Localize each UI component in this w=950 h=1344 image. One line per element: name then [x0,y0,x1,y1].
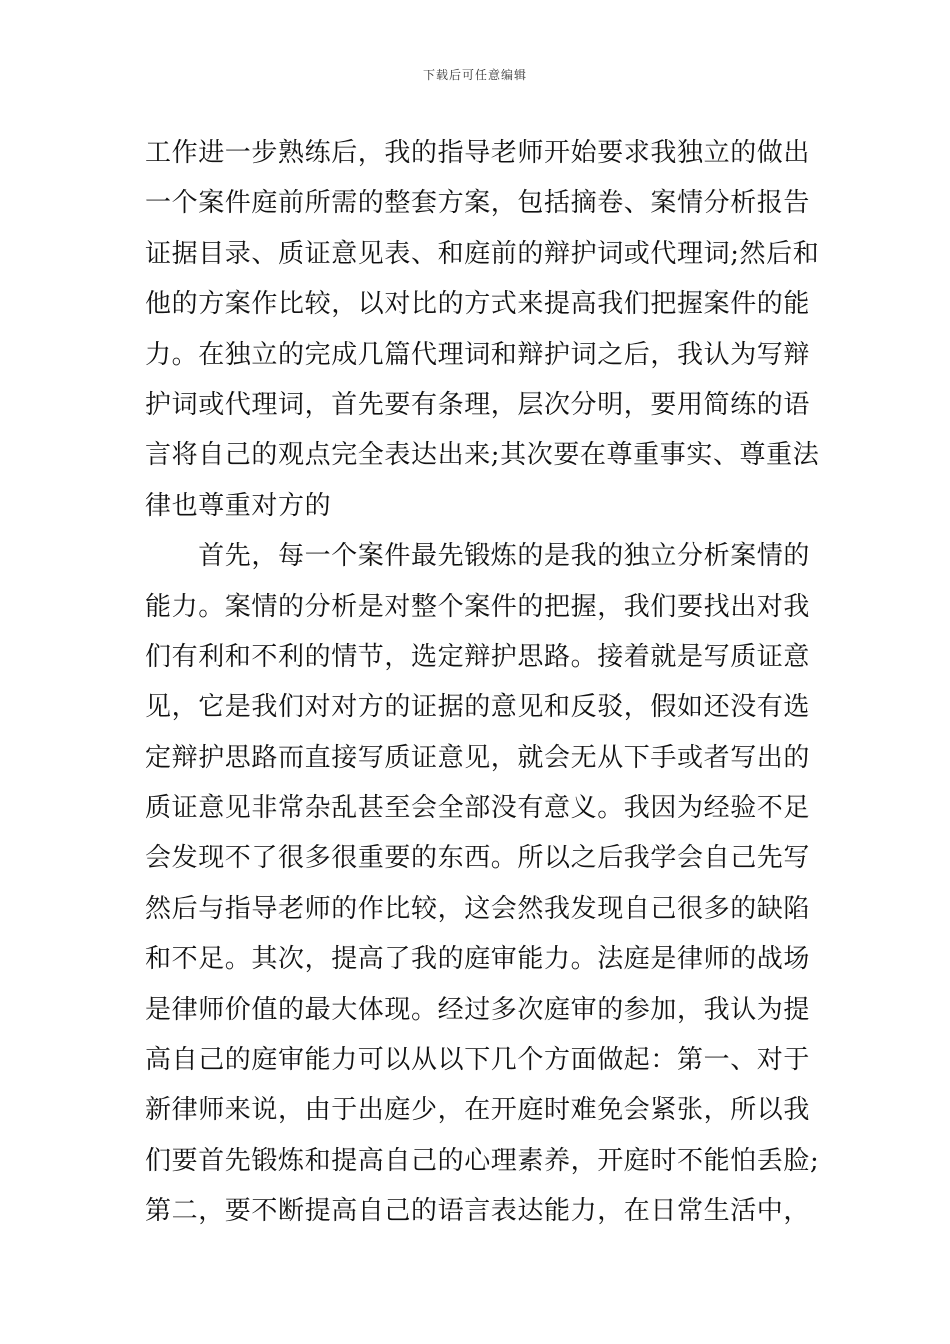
text-line: 护词或代理词，首先要有条理，层次分明，要用简练的语 [145,389,811,420]
paragraph-2 [145,531,820,1236]
text-line: 高自己的庭审能力可以从以下几个方面做起：第一、对于 [145,1045,811,1076]
paragraph-1 [145,128,820,531]
text-line: 他的方案作比较，以对比的方式来提高我们把握案件的能 [145,289,811,320]
text-line: 们要首先锻炼和提高自己的心理素养，开庭时不能怕丢脸; [145,1145,820,1176]
text-line: 然后与指导老师的作比较，这会然我发现自己很多的缺陷 [145,893,811,924]
text-line: 会发现不了很多很重要的东西。所以之后我学会自己先写 [145,843,811,874]
text-line: 工作进一步熟练后，我的指导老师开始要求我独立的做出 [145,138,811,168]
text-line: 能力。案情的分析是对整个案件的把握，我们要找出对我 [145,591,811,622]
text-line: 第二，要不断提高自己的语言表达能力，在日常生活中， [145,1196,811,1227]
text-line: 见，它是我们对对方的证据的意见和反驳，假如还没有选 [145,692,811,723]
text-line: 们有利和不利的情节，选定辩护思路。接着就是写质证意 [145,641,811,672]
text-line: 定辩护思路而直接写质证意见，就会无从下手或者写出的 [145,742,811,773]
body-text [145,128,820,1237]
text-line: 证据目录、质证意见表、和庭前的辩护词或代理词;然后和 [145,238,820,269]
header-note: 下载后可任意编辑 [422,68,527,82]
text-line: 是律师价值的最大体现。经过多次庭审的参加，我认为提 [145,994,811,1025]
text-line: 质证意见非常杂乱甚至会全部没有意义。我因为经验不足 [145,793,811,824]
text-line: 和不足。其次，提高了我的庭审能力。法庭是律师的战场 [145,944,811,975]
text-line: 首先，每一个案件最先锻炼的是我的独立分析案情的 [145,541,811,572]
text-line: 律也尊重对方的 [145,490,332,521]
text-line: 言将自己的观点完全表达出来;其次要在尊重事实、尊重法 [145,440,820,471]
text-line: 新律师来说，由于出庭少，在开庭时难免会紧张，所以我 [145,1095,811,1126]
text-line: 力。在独立的完成几篇代理词和辩护词之后，我认为写辩 [145,339,811,370]
text-line: 一个案件庭前所需的整套方案，包括摘卷、案情分析报告 [145,188,811,219]
